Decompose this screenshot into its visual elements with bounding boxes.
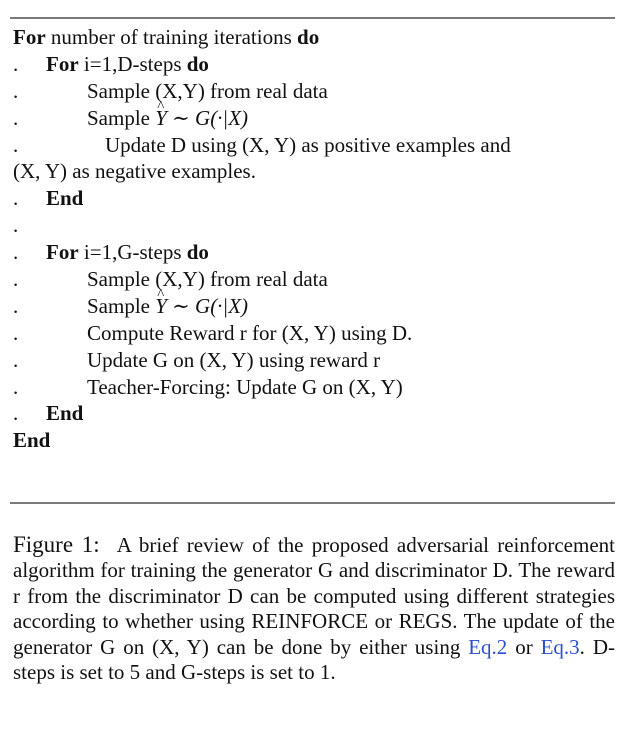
g-update-text: Update G on (X, Y) using reward r bbox=[87, 347, 381, 372]
algo-line-d-update-1 bbox=[0, 132, 640, 159]
keyword-for: For bbox=[46, 240, 79, 265]
equation-ref-2[interactable]: Eq.2 bbox=[468, 634, 508, 659]
line-dot: . bbox=[13, 51, 19, 76]
keyword-do: do bbox=[186, 240, 209, 265]
algorithm-box bbox=[0, 24, 640, 454]
algo-line-d-loop bbox=[0, 51, 640, 78]
g-sample-gen-prefix: Sample bbox=[87, 293, 156, 318]
algo-line-end-g bbox=[0, 400, 640, 427]
keyword-do: do bbox=[297, 25, 320, 49]
caption-text-2: or bbox=[507, 634, 541, 659]
algo-line-g-update bbox=[0, 347, 640, 374]
keyword-do: do bbox=[186, 51, 209, 76]
caption-text-1: A brief review of the proposed adversarial reinforcement algorithm for training the generator G and discriminator D. The reward r from the discriminator D can be computed using different strategies according to whether using REINFORCE or REGS. The update of the generator G on (X, Y) can be done by either using bbox=[13, 533, 615, 659]
d-sample-real-text: Sample (X,Y) from real data bbox=[87, 78, 328, 103]
d-update-line1-text: Update D using (X, Y) as positive examples and bbox=[105, 132, 511, 157]
g-sample-gen-math: Y ∼ G(·|X) ^ bbox=[155, 293, 248, 320]
algo-line-blank bbox=[0, 212, 640, 239]
g-loop-text: i=1,G-steps bbox=[78, 240, 187, 265]
g-teacher-text: Teacher-Forcing: Update G on (X, Y) bbox=[87, 374, 403, 399]
algo-line-g-loop bbox=[0, 239, 640, 266]
figure-label: Figure 1: bbox=[13, 532, 100, 557]
d-sample-gen-prefix: Sample bbox=[87, 105, 156, 130]
d-sample-gen-math: Y ∼ G(·|X) ^ bbox=[155, 105, 248, 132]
algo-line-end-d bbox=[0, 185, 640, 212]
d-update-line2-text: (X, Y) as negative examples. bbox=[13, 159, 256, 184]
d-loop-text: i=1,D-steps bbox=[78, 51, 187, 76]
end-outer-keyword: End bbox=[13, 428, 51, 453]
line-dot: . bbox=[13, 347, 19, 372]
line-dot: . bbox=[13, 374, 19, 399]
algo-line-d-update-2 bbox=[0, 158, 640, 185]
algo-line-g-teacher bbox=[0, 374, 640, 401]
line-dot: . bbox=[13, 267, 19, 292]
top-rule bbox=[10, 17, 615, 19]
equation-ref-3[interactable]: Eq.3 bbox=[540, 634, 580, 659]
g-reward-text: Compute Reward r for (X, Y) using D. bbox=[87, 320, 413, 345]
keyword-for: For bbox=[46, 51, 79, 76]
keyword-for: For bbox=[13, 25, 46, 49]
end-d-keyword: End bbox=[46, 186, 84, 211]
line-dot: . bbox=[13, 78, 19, 103]
line-dot: . bbox=[13, 293, 19, 318]
algo-line-end-outer bbox=[0, 427, 640, 454]
caption-text-3: . D-steps is set to 5 and G-steps is set to 1. bbox=[13, 634, 615, 685]
line-dot: . bbox=[13, 105, 19, 130]
algo-line-g-sample-real bbox=[0, 266, 640, 293]
line-dot: . bbox=[13, 186, 19, 211]
algo-line-d-sample-gen bbox=[0, 105, 640, 132]
algo-line-g-reward bbox=[0, 320, 640, 347]
end-g-keyword: End bbox=[46, 401, 84, 426]
line-dot: . bbox=[13, 320, 19, 345]
header-text: number of training iterations bbox=[45, 25, 298, 49]
line-dot: . bbox=[13, 401, 19, 426]
line-dot: . bbox=[13, 213, 19, 238]
bottom-rule bbox=[10, 502, 615, 504]
line-dot: . bbox=[13, 240, 19, 265]
algo-line-header bbox=[0, 24, 640, 51]
figure-caption bbox=[13, 532, 615, 685]
line-dot: . bbox=[13, 132, 19, 157]
algo-line-g-sample-gen bbox=[0, 293, 640, 320]
g-sample-real-text: Sample (X,Y) from real data bbox=[87, 267, 328, 292]
algo-line-d-sample-real bbox=[0, 78, 640, 105]
